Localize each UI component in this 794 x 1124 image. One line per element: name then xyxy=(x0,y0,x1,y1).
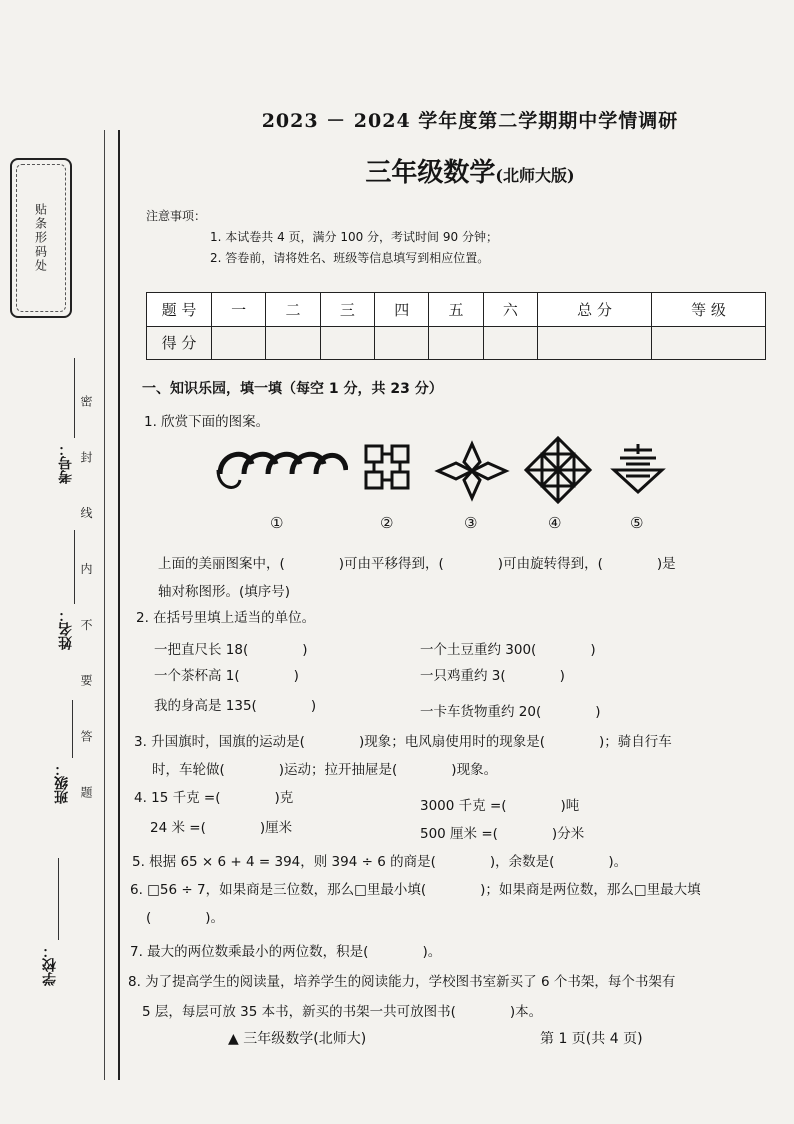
score-table xyxy=(146,292,766,360)
field-school: 学校： xyxy=(42,944,58,986)
score-header-row xyxy=(147,293,766,327)
score-header-cell: 二 xyxy=(266,293,320,327)
binding-line xyxy=(104,130,105,1080)
figure-symmetric xyxy=(610,440,666,496)
figure-squares xyxy=(362,440,412,496)
question-1-text: 上面的美丽图案中，( )可由平移得到，( )可由旋转得到，( )是 xyxy=(158,556,676,572)
notes-heading: 注意事项： xyxy=(146,209,207,223)
question-4-item: 3000 千克 =( )吨 xyxy=(420,798,580,814)
score-cell[interactable] xyxy=(320,326,374,360)
footer-logo-icon: ▲ xyxy=(228,1031,239,1047)
question-8: 8. 为了提高学生的阅读量，培养学生的阅读能力，学校图书室新买了 6 个书架，每个书架有 xyxy=(128,974,676,990)
score-value-row xyxy=(147,326,766,360)
footer-subject xyxy=(228,1028,366,1048)
score-cell[interactable] xyxy=(429,326,483,360)
question-2-item: 一卡车货物重约 20( ) xyxy=(420,704,601,720)
score-cell[interactable] xyxy=(538,326,652,360)
score-header-cell: 六 xyxy=(483,293,537,327)
question-2: 2. 在括号里填上适当的单位。 xyxy=(136,610,316,626)
question-2-item: 我的身高是 135( ) xyxy=(154,698,317,714)
footer-subject-text: 三年级数学(北师大) xyxy=(243,1031,367,1047)
question-2-item: 一个土豆重约 300( ) xyxy=(420,642,596,658)
figure-rhombus-star xyxy=(434,440,510,502)
exam-number-line xyxy=(74,358,75,438)
question-3: 3. 升国旗时，国旗的运动是( )现象；电风扇使用时的现象是( )；骑自行车 xyxy=(134,734,672,750)
score-cell[interactable] xyxy=(375,326,429,360)
figure-label-5: ⑤ xyxy=(630,514,644,532)
score-header-cell: 题 号 xyxy=(147,293,212,327)
score-row-label: 得 分 xyxy=(147,326,212,360)
subject-name: 三年级数学 xyxy=(365,158,496,188)
barcode-area xyxy=(10,158,72,318)
question-6-cont: ( )。 xyxy=(146,910,225,926)
exam-title: 2023 － 2024 学年度第二学期期中学情调研 xyxy=(261,110,679,132)
score-cell[interactable] xyxy=(652,326,766,360)
seal-notice: 密 封 线 内 不 要 答 题 xyxy=(79,395,93,818)
exam-subject xyxy=(150,152,790,189)
score-header-cell: 五 xyxy=(429,293,483,327)
score-header-cell: 四 xyxy=(375,293,429,327)
question-8-cont: 5 层，每层可放 35 本书，新买的书架一共可放图书( )本。 xyxy=(142,1004,543,1020)
score-cell[interactable] xyxy=(266,326,320,360)
score-header-cell: 一 xyxy=(212,293,266,327)
footer-page-number: 第 1 页(共 4 页) xyxy=(540,1031,643,1047)
question-5: 5. 根据 65 × 6 + 4 = 394，则 394 ÷ 6 的商是( )，余数是( )。 xyxy=(132,854,628,870)
field-exam-number: 考号： xyxy=(58,442,74,484)
question-4-item: 500 厘米 =( )分米 xyxy=(420,826,585,842)
question-2-item: 一把直尺长 18( ) xyxy=(154,642,308,658)
score-cell[interactable] xyxy=(483,326,537,360)
class-line xyxy=(72,700,73,758)
field-name: 姓名： xyxy=(58,608,74,650)
figure-label-2: ② xyxy=(380,514,394,532)
figure-label-1: ① xyxy=(270,514,284,532)
section-title: 一、知识乐园，填一填（每空 1 分，共 23 分） xyxy=(142,381,443,397)
score-header-cell: 等 级 xyxy=(652,293,766,327)
binding-line-thick xyxy=(118,130,120,1080)
figure-pinwheel xyxy=(520,434,596,506)
figure-crescents xyxy=(214,440,348,496)
score-header-cell: 三 xyxy=(320,293,374,327)
question-4-item: 4. 15 千克 =( )克 xyxy=(134,790,294,806)
school-line xyxy=(58,858,59,940)
question-1: 1. 欣赏下面的图案。 xyxy=(144,414,270,430)
notes-block xyxy=(146,206,498,269)
score-cell[interactable] xyxy=(212,326,266,360)
note-item: 1. 本试卷共 4 页，满分 100 分，考试时间 90 分钟； xyxy=(210,230,498,244)
name-line xyxy=(74,530,75,604)
barcode-label: 贴条形码处 xyxy=(33,203,48,273)
question-7: 7. 最大的两位数乘最小的两位数，积是( )。 xyxy=(130,944,442,960)
question-2-item: 一只鸡重约 3( ) xyxy=(420,668,565,684)
note-item: 2. 答卷前，请将姓名、班级等信息填写到相应位置。 xyxy=(210,251,490,265)
question-4-item: 24 米 =( )厘米 xyxy=(150,820,293,836)
question-3-cont: 时，车轮做( )运动；拉开抽屉是( )现象。 xyxy=(152,762,498,778)
score-header-cell: 总 分 xyxy=(538,293,652,327)
question-2-item: 一个茶杯高 1( ) xyxy=(154,668,299,684)
figure-label-4: ④ xyxy=(548,514,562,532)
question-6: 6. □56 ÷ 7，如果商是三位数，那么□里最小填( )；如果商是两位数，那么□里最大填 xyxy=(130,882,701,898)
field-class: 班级： xyxy=(54,762,70,804)
edition-label: (北师大版) xyxy=(495,166,575,185)
figure-label-3: ③ xyxy=(464,514,478,532)
question-1-text-cont: 轴对称图形。(填序号) xyxy=(158,584,291,600)
